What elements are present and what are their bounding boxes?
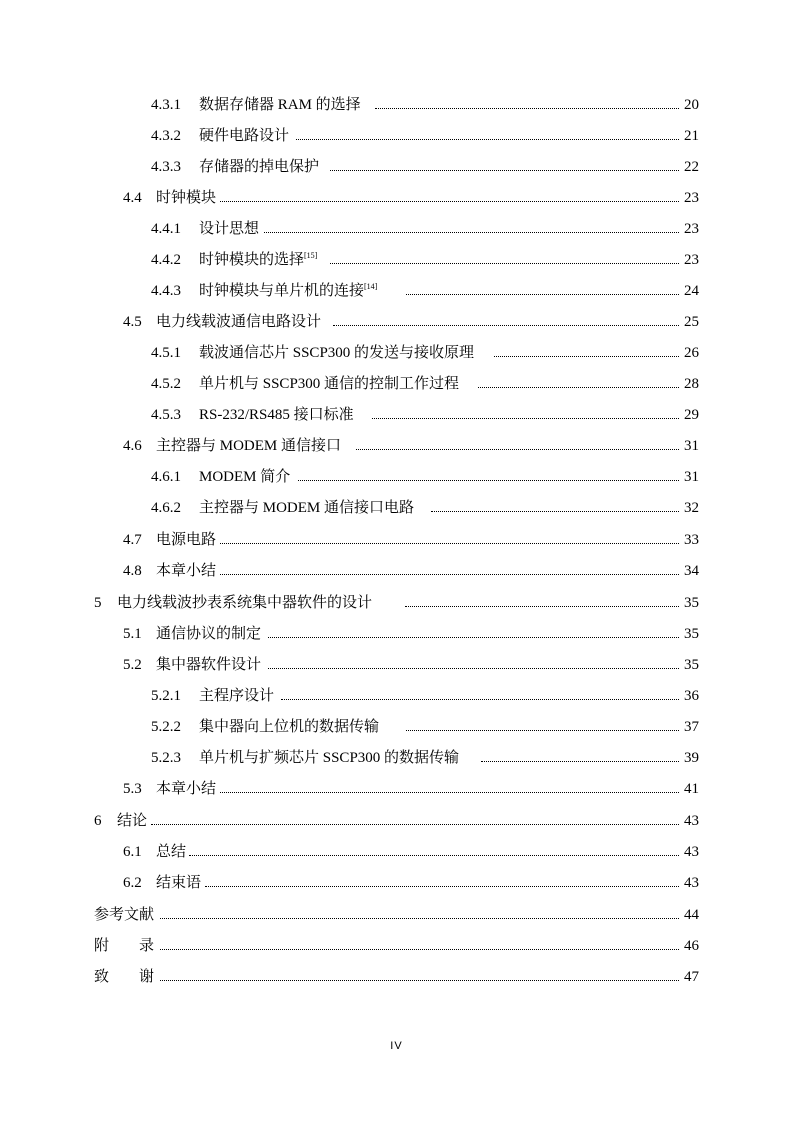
- toc-entry-page: 46: [684, 938, 699, 954]
- toc-entry-page: 43: [684, 813, 699, 829]
- toc-entry-number: 5: [94, 595, 102, 611]
- toc-entry-title-text: 本章小结: [156, 563, 217, 579]
- toc-entry-number: 6.2: [123, 875, 142, 891]
- toc-entry-page: 23: [684, 221, 699, 237]
- toc-entry-title-text: 单片机与扩频芯片 SSCP300 的数据传输: [199, 750, 460, 766]
- toc-entry-number: 4.3.3: [151, 159, 181, 175]
- toc-entry-page: 35: [684, 657, 699, 673]
- citation-superscript: [14]: [364, 282, 378, 291]
- toc-entry-page: 33: [684, 532, 699, 548]
- toc-leader-dots: [375, 108, 679, 109]
- toc-entry[interactable]: [0, 685, 793, 707]
- toc-entry-number: 4.6: [123, 438, 142, 454]
- toc-entry-page: 41: [684, 781, 699, 797]
- toc-leader-dots: [372, 418, 679, 419]
- toc-leader-dots: [220, 574, 679, 575]
- toc-leader-dots: [494, 356, 679, 357]
- toc-entry[interactable]: [0, 904, 793, 926]
- toc-entry-title-text: 电源电路: [156, 532, 217, 548]
- toc-entry-page: 22: [684, 159, 699, 175]
- toc-leader-dots: [356, 449, 679, 450]
- toc-entry[interactable]: [0, 592, 793, 614]
- toc-entry-page: 35: [684, 595, 699, 611]
- toc-entry-title: [199, 716, 379, 738]
- toc-entry[interactable]: [0, 342, 793, 364]
- toc-leader-dots: [481, 761, 679, 762]
- toc-entry-page: 34: [684, 563, 699, 579]
- toc-entry[interactable]: [0, 716, 793, 738]
- toc-entry-page: 23: [684, 190, 699, 206]
- toc-entry-page: 21: [684, 128, 699, 144]
- toc-entry-number: 5.2.2: [151, 719, 181, 735]
- toc-entry-title-text: 集中器软件设计: [156, 657, 262, 673]
- toc-entry-title-text: 本章小结: [156, 781, 217, 797]
- toc-leader-dots: [220, 201, 679, 202]
- toc-leader-dots: [333, 325, 679, 326]
- toc-entry-title-text: 集中器向上位机的数据传输: [199, 719, 380, 735]
- toc-entry-title-text: RS-232/RS485 接口标准: [199, 407, 354, 423]
- toc-leader-dots: [205, 886, 679, 887]
- toc-leader-dots: [281, 699, 679, 700]
- toc-leader-dots: [268, 637, 679, 638]
- toc-entry-page: 24: [684, 283, 699, 299]
- toc-entry-title: [156, 311, 321, 333]
- toc-entry-title: [199, 747, 459, 769]
- toc-entry[interactable]: [0, 935, 793, 957]
- toc-entry[interactable]: [0, 466, 793, 488]
- toc-leader-dots: [478, 387, 679, 388]
- toc-entry-title-text: 设计思想: [199, 221, 260, 237]
- toc-entry-title: [156, 435, 341, 457]
- toc-entry[interactable]: [0, 778, 793, 800]
- toc-entry-title-text: 主控器与 MODEM 通信接口: [156, 438, 342, 454]
- toc-entry-title: [156, 872, 201, 894]
- toc-entry-title-text: 总结: [156, 844, 187, 860]
- toc-entry-number: 4.5: [123, 314, 142, 330]
- toc-entry-number: 4.5.2: [151, 376, 181, 392]
- toc-entry-page: 43: [684, 875, 699, 891]
- toc-entry-title-text: 主控器与 MODEM 通信接口电路: [199, 500, 415, 516]
- toc-entry-title: [199, 373, 459, 395]
- toc-entry-number: 4.3.2: [151, 128, 181, 144]
- toc-leader-dots: [220, 543, 679, 544]
- toc-leader-dots: [330, 170, 679, 171]
- toc-leader-dots: [160, 980, 679, 981]
- toc-leader-dots: [268, 668, 679, 669]
- toc-entry[interactable]: [0, 311, 793, 333]
- toc-entry-number: 4.6.1: [151, 469, 181, 485]
- toc-entry-number: 6.1: [123, 844, 142, 860]
- toc-entry[interactable]: [0, 404, 793, 426]
- toc-entry-page: 47: [684, 969, 699, 985]
- toc-entry-number: 4.8: [123, 563, 142, 579]
- toc-entry-number: 4.4: [123, 190, 142, 206]
- toc-entry-number: 5.2.3: [151, 750, 181, 766]
- toc-entry-title: [117, 810, 147, 832]
- toc-entry[interactable]: [0, 747, 793, 769]
- toc-entry-title-text: 附 录: [94, 938, 155, 954]
- toc-entry[interactable]: [0, 497, 793, 519]
- toc-entry-title-text: 单片机与 SSCP300 通信的控制工作过程: [199, 376, 460, 392]
- toc-leader-dots: [296, 139, 679, 140]
- toc-entry-page: 31: [684, 438, 699, 454]
- toc-entry-number: 4.4.1: [151, 221, 181, 237]
- toc-entry-number: 5.3: [123, 781, 142, 797]
- toc-leader-dots: [298, 480, 679, 481]
- toc-entry[interactable]: [0, 280, 793, 302]
- toc-leader-dots: [151, 824, 679, 825]
- toc-entry-title-text: 主程序设计: [199, 688, 275, 704]
- toc-entry-title: [156, 841, 186, 863]
- toc-entry[interactable]: [0, 810, 793, 832]
- toc-entry[interactable]: [0, 872, 793, 894]
- toc-entry-title: [199, 342, 474, 364]
- toc-entry-page: 29: [684, 407, 699, 423]
- toc-entry-number: 4.4.2: [151, 252, 181, 268]
- page-number: IV: [390, 1040, 403, 1052]
- toc-entry-title-text: 通信协议的制定: [156, 626, 262, 642]
- toc-entry-page: 20: [684, 97, 699, 113]
- toc-entry-page: 32: [684, 500, 699, 516]
- toc-leader-dots: [160, 918, 679, 919]
- toc-entry-number: 6: [94, 813, 102, 829]
- toc-entry-title: [156, 560, 216, 582]
- toc-entry-title: [199, 497, 414, 519]
- toc-entry-title: [199, 218, 259, 240]
- toc-entry-title: [94, 935, 154, 957]
- toc-entry[interactable]: [0, 218, 793, 240]
- toc-entry-title: [199, 94, 361, 116]
- toc-entry-page: 44: [684, 907, 699, 923]
- toc-entry[interactable]: [0, 529, 793, 551]
- toc-entry-number: 5.2.1: [151, 688, 181, 704]
- toc-entry-title: [199, 249, 317, 271]
- toc-entry-page: 28: [684, 376, 699, 392]
- toc-entry-page: 31: [684, 469, 699, 485]
- toc-entry[interactable]: [0, 654, 793, 676]
- toc-entry-page: 23: [684, 252, 699, 268]
- toc-entry-page: 26: [684, 345, 699, 361]
- toc-entry-title: [94, 904, 154, 926]
- toc-entry-title: [156, 529, 216, 551]
- toc-entry[interactable]: [0, 187, 793, 209]
- toc-entry-title-text: 参考文献: [94, 907, 155, 923]
- toc-leader-dots: [189, 855, 679, 856]
- toc-entry[interactable]: [0, 435, 793, 457]
- toc-leader-dots: [431, 511, 679, 512]
- toc-entry-title-text: 硬件电路设计: [199, 128, 290, 144]
- toc-entry[interactable]: [0, 156, 793, 178]
- toc-entry-page: 39: [684, 750, 699, 766]
- toc-entry-title: [156, 623, 261, 645]
- toc-entry[interactable]: [0, 249, 793, 271]
- toc-entry[interactable]: [0, 373, 793, 395]
- toc-entry-number: 4.7: [123, 532, 142, 548]
- toc-entry-title-text: 存储器的掉电保护: [199, 159, 320, 175]
- toc-entry-title-text: 电力线载波抄表系统集中器软件的设计: [117, 595, 373, 611]
- toc-entry[interactable]: [0, 94, 793, 116]
- toc-entry-title-text: 载波通信芯片 SSCP300 的发送与接收原理: [199, 345, 475, 361]
- toc-entry-number: 4.6.2: [151, 500, 181, 516]
- toc-entry-number: 4.4.3: [151, 283, 181, 299]
- toc-leader-dots: [330, 263, 679, 264]
- toc-entry-title: [117, 592, 372, 614]
- toc-leader-dots: [160, 949, 679, 950]
- toc-entry-number: 4.5.3: [151, 407, 181, 423]
- toc-entry[interactable]: [0, 841, 793, 863]
- toc-entry-page: 25: [684, 314, 699, 330]
- toc-entry-number: 5.2: [123, 657, 142, 673]
- toc-entry-title-text: 时钟模块与单片机的连接: [199, 283, 365, 299]
- toc-entry[interactable]: [0, 125, 793, 147]
- toc-leader-dots: [406, 294, 679, 295]
- toc-entry-page: 43: [684, 844, 699, 860]
- toc-entry-title: [199, 685, 274, 707]
- toc-entry-title-text: 结论: [117, 813, 148, 829]
- toc-entry-title: [199, 125, 289, 147]
- toc-entry-title: [199, 404, 354, 426]
- toc-entry[interactable]: [0, 966, 793, 988]
- toc-entry-title: [199, 280, 377, 302]
- toc-entry-page: 36: [684, 688, 699, 704]
- toc-entry-title: [156, 187, 216, 209]
- toc-entry-title-text: MODEM 简介: [199, 469, 291, 485]
- toc-entry-title-text: 电力线载波通信电路设计: [156, 314, 322, 330]
- toc-entry-title: [156, 778, 216, 800]
- toc-entry-page: 35: [684, 626, 699, 642]
- toc-entry-title-text: 数据存储器 RAM 的选择: [199, 97, 361, 113]
- toc-leader-dots: [406, 730, 679, 731]
- citation-superscript: [15]: [304, 251, 318, 260]
- toc-entry-title: [156, 654, 261, 676]
- toc-entry[interactable]: [0, 560, 793, 582]
- toc-entry-number: 4.3.1: [151, 97, 181, 113]
- toc-leader-dots: [405, 606, 679, 607]
- toc-leader-dots: [264, 232, 679, 233]
- toc-leader-dots: [220, 792, 679, 793]
- toc-entry-page: 37: [684, 719, 699, 735]
- toc-entry-title-text: 致 谢: [94, 969, 155, 985]
- toc-entry-title-text: 时钟模块的选择: [199, 252, 305, 268]
- toc-entry-title: [199, 466, 290, 488]
- toc-entry-title: [94, 966, 154, 988]
- toc-entry[interactable]: [0, 623, 793, 645]
- toc-entry-number: 4.5.1: [151, 345, 181, 361]
- toc-entry-number: 5.1: [123, 626, 142, 642]
- toc-entry-title: [199, 156, 319, 178]
- toc-entry-title-text: 时钟模块: [156, 190, 217, 206]
- toc-entry-title-text: 结束语: [156, 875, 202, 891]
